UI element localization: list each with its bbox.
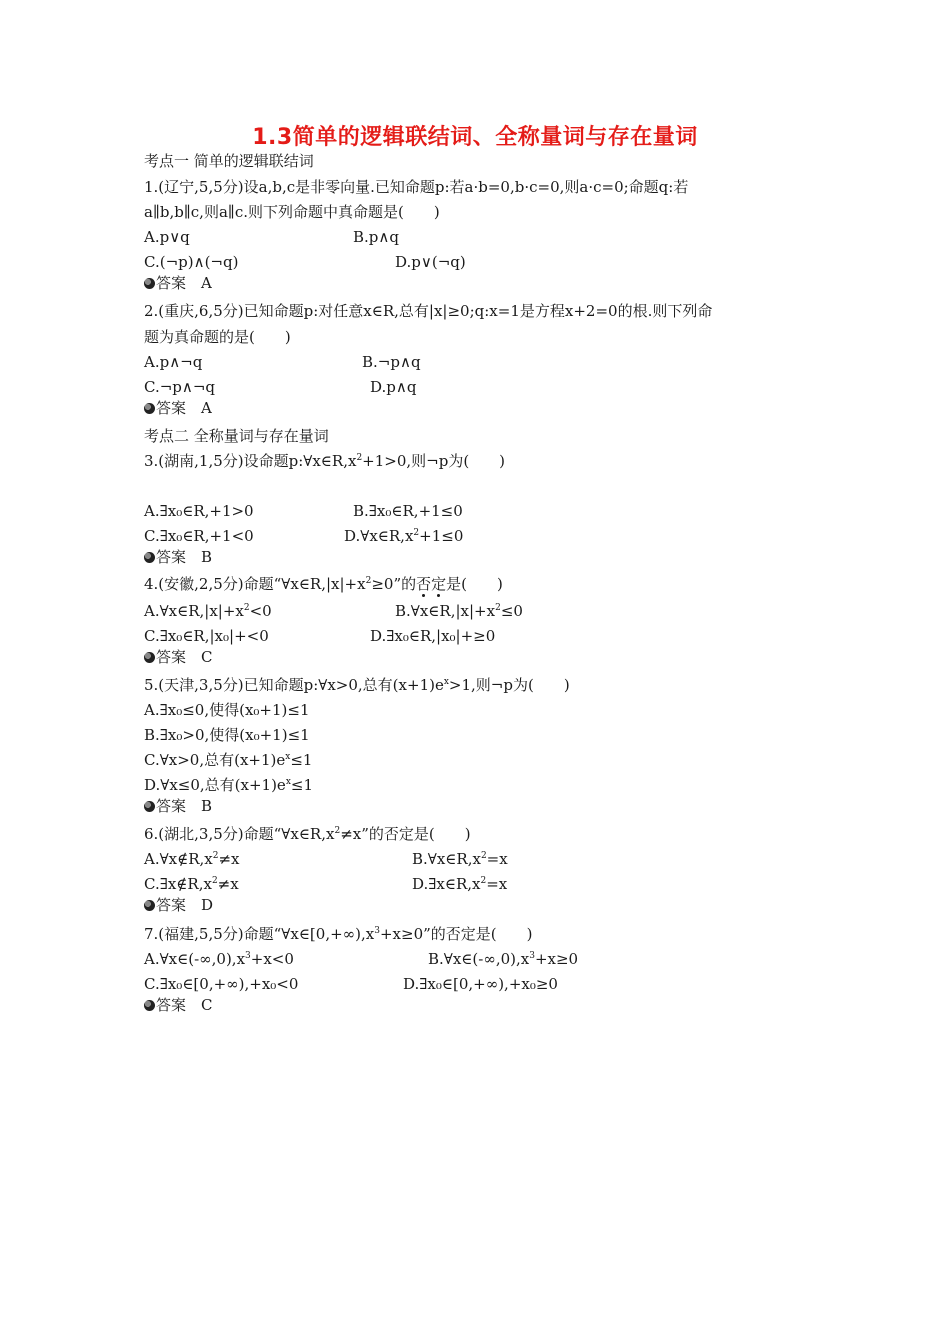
q1-stem-line2: a∥b,b∥c,则a∥c.则下列命题中真命题是( ) bbox=[144, 203, 440, 221]
q6-answer bbox=[144, 895, 213, 915]
q1-option-d: D.p∨(¬q) bbox=[395, 253, 466, 271]
superscript: 3 bbox=[529, 951, 535, 961]
q7-option-d: D.∃x₀∈[0,+∞),+x₀≥0 bbox=[403, 975, 558, 993]
q1-answer-text: 答案 A bbox=[156, 274, 212, 292]
q2-answer-text: 答案 A bbox=[156, 399, 212, 417]
q7-option-a bbox=[144, 949, 294, 969]
superscript: x bbox=[443, 677, 449, 687]
q5-option-c bbox=[144, 750, 312, 770]
q5-option-d-pre: D.∀x≤0,总有(x+1)e bbox=[144, 776, 286, 794]
superscript: 2 bbox=[212, 851, 219, 861]
q2-stem-line1: 2.(重庆,6,5分)已知命题p:对任意x∈R,总有|x|≥0;q:x=1是方程x+2=0的根.则下列命 bbox=[144, 302, 713, 320]
q6-stem-post: ≠x”的否定是( ) bbox=[340, 825, 471, 843]
q6-stem-pre: 6.(湖北,3,5分)命题“∀x∈R,x bbox=[144, 825, 335, 843]
superscript: x bbox=[285, 752, 291, 762]
q6-option-a-post: ≠x bbox=[218, 850, 240, 868]
superscript: 2 bbox=[495, 603, 501, 613]
q3-option-b: B.∃x₀∈R,+1≤0 bbox=[353, 502, 463, 520]
q3-option-c: C.∃x₀∈R,+1<0 bbox=[144, 527, 254, 545]
q6-option-c bbox=[144, 874, 239, 894]
q3-stem-pre: 3.(湖南,1,5分)设命题p:∀x∈R,x bbox=[144, 452, 357, 470]
q4-option-a-pre: A.∀x∈R,|x|+x bbox=[144, 602, 244, 620]
q6-option-a-pre: A.∀x∉R,x bbox=[144, 850, 213, 868]
q5-answer bbox=[144, 796, 212, 816]
section-heading-2: 考点二 全称量词与存在量词 bbox=[144, 427, 329, 445]
q6-option-a bbox=[144, 849, 240, 869]
q5-stem bbox=[144, 675, 570, 695]
superscript: 2 bbox=[334, 826, 341, 836]
q7-option-a-pre: A.∀x∈(-∞,0),x bbox=[144, 950, 246, 968]
emphasis-dot-char: 定 bbox=[431, 575, 447, 593]
q7-stem bbox=[144, 924, 532, 944]
q4-stem bbox=[144, 574, 503, 594]
q4-option-c: C.∃x₀∈R,|x₀|+<0 bbox=[144, 627, 269, 645]
answer-bullet-icon bbox=[144, 278, 155, 289]
q4-option-b bbox=[395, 601, 523, 621]
q7-stem-pre: 7.(福建,5,5分)命题“∀x∈[0,+∞),x bbox=[144, 925, 375, 943]
answer-bullet-icon bbox=[144, 652, 155, 663]
q7-answer bbox=[144, 995, 212, 1015]
emphasis-dot-char: 否 bbox=[416, 575, 432, 593]
section-heading-1: 考点一 简单的逻辑联结词 bbox=[144, 152, 314, 170]
q2-option-d: D.p∧q bbox=[370, 378, 417, 396]
q5-option-d bbox=[144, 775, 313, 795]
q2-answer bbox=[144, 398, 212, 418]
q7-option-b bbox=[428, 949, 578, 969]
q4-option-b-post: ≤0 bbox=[500, 602, 523, 620]
q4-option-d: D.∃x₀∈R,|x₀|+≥0 bbox=[370, 627, 496, 645]
q6-stem bbox=[144, 824, 471, 844]
q5-stem-pre: 5.(天津,3,5分)已知命题p:∀x>0,总有(x+1)e bbox=[144, 676, 444, 694]
q6-option-b-post: =x bbox=[486, 850, 508, 868]
superscript: x bbox=[285, 777, 291, 787]
q2-option-b: B.¬p∧q bbox=[362, 353, 421, 371]
q6-option-c-pre: C.∃x∉R,x bbox=[144, 875, 212, 893]
q4-stem-pre: 4.(安徽,2,5分)命题“∀x∈R,|x|+x bbox=[144, 575, 366, 593]
superscript: 2 bbox=[211, 876, 218, 886]
q1-option-c: C.(¬p)∧(¬q) bbox=[144, 253, 239, 271]
superscript: 3 bbox=[245, 951, 251, 961]
superscript: 2 bbox=[413, 528, 420, 538]
q1-answer bbox=[144, 273, 212, 293]
q5-option-c-pre: C.∀x>0,总有(x+1)e bbox=[144, 751, 286, 769]
q4-option-a-post: <0 bbox=[249, 602, 272, 620]
q3-option-d-post: +1≤0 bbox=[419, 527, 464, 545]
q5-option-d-post: ≤1 bbox=[290, 776, 314, 794]
q2-option-c: C.¬p∧¬q bbox=[144, 378, 216, 396]
q5-stem-post: >1,则¬p为( ) bbox=[448, 676, 570, 694]
q5-option-b: B.∃x₀>0,使得(x₀+1)≤1 bbox=[144, 726, 310, 744]
q6-option-d-pre: D.∃x∈R,x bbox=[412, 875, 481, 893]
answer-bullet-icon bbox=[144, 1000, 155, 1011]
superscript: 2 bbox=[365, 576, 372, 586]
q2-option-a: A.p∧¬q bbox=[144, 353, 203, 371]
q3-stem bbox=[144, 451, 505, 471]
q4-answer bbox=[144, 647, 212, 667]
superscript: 2 bbox=[480, 876, 487, 886]
q3-answer-text: 答案 B bbox=[156, 548, 213, 566]
answer-bullet-icon bbox=[144, 403, 155, 414]
q5-option-c-post: ≤1 bbox=[290, 751, 313, 769]
q7-option-b-pre: B.∀x∈(-∞,0),x bbox=[428, 950, 530, 968]
q5-option-a: A.∃x₀≤0,使得(x₀+1)≤1 bbox=[144, 701, 310, 719]
q2-stem-line2: 题为真命题的是( ) bbox=[144, 328, 291, 346]
q7-answer-text: 答案 C bbox=[156, 996, 213, 1014]
q4-stem-mid: ≥0”的 bbox=[371, 575, 417, 593]
q3-option-d-pre: D.∀x∈R,x bbox=[344, 527, 414, 545]
answer-bullet-icon bbox=[144, 900, 155, 911]
q4-stem-post: 是( ) bbox=[446, 575, 503, 593]
q6-option-d-post: =x bbox=[486, 875, 508, 893]
answer-bullet-icon bbox=[144, 552, 155, 563]
q6-option-b-pre: B.∀x∈R,x bbox=[412, 850, 481, 868]
q1-stem-line1: 1.(辽宁,5,5分)设a,b,c是非零向量.已知命题p:若a·b=0,b·c=0,则a·c=0;命题q:若 bbox=[144, 178, 689, 196]
q7-option-b-post: +x≥0 bbox=[534, 950, 579, 968]
superscript: 2 bbox=[480, 851, 487, 861]
q3-answer bbox=[144, 547, 212, 567]
q1-option-a: A.p∨q bbox=[144, 228, 190, 246]
q4-option-b-pre: B.∀x∈R,|x|+x bbox=[395, 602, 496, 620]
q5-answer-text: 答案 B bbox=[156, 797, 213, 815]
q7-option-a-post: +x<0 bbox=[250, 950, 294, 968]
q3-option-d bbox=[344, 526, 463, 546]
q6-option-d bbox=[412, 874, 507, 894]
q6-answer-text: 答案 D bbox=[156, 896, 214, 914]
q4-answer-text: 答案 C bbox=[156, 648, 213, 666]
q6-option-b bbox=[412, 849, 508, 869]
q1-option-b: B.p∧q bbox=[353, 228, 399, 246]
q7-stem-post: +x≥0”的否定是( ) bbox=[379, 925, 533, 943]
q3-stem-post: +1>0,则¬p为( ) bbox=[362, 452, 506, 470]
q3-option-a: A.∃x₀∈R,+1>0 bbox=[144, 502, 254, 520]
q7-option-c: C.∃x₀∈[0,+∞),+x₀<0 bbox=[144, 975, 299, 993]
answer-bullet-icon bbox=[144, 801, 155, 812]
page-title: 1.3简单的逻辑联结词、全称量词与存在量词 bbox=[252, 125, 698, 150]
q6-option-c-post: ≠x bbox=[217, 875, 239, 893]
superscript: 2 bbox=[356, 453, 363, 463]
superscript: 3 bbox=[374, 926, 380, 936]
superscript: 2 bbox=[243, 603, 250, 613]
q4-option-a bbox=[144, 601, 272, 621]
